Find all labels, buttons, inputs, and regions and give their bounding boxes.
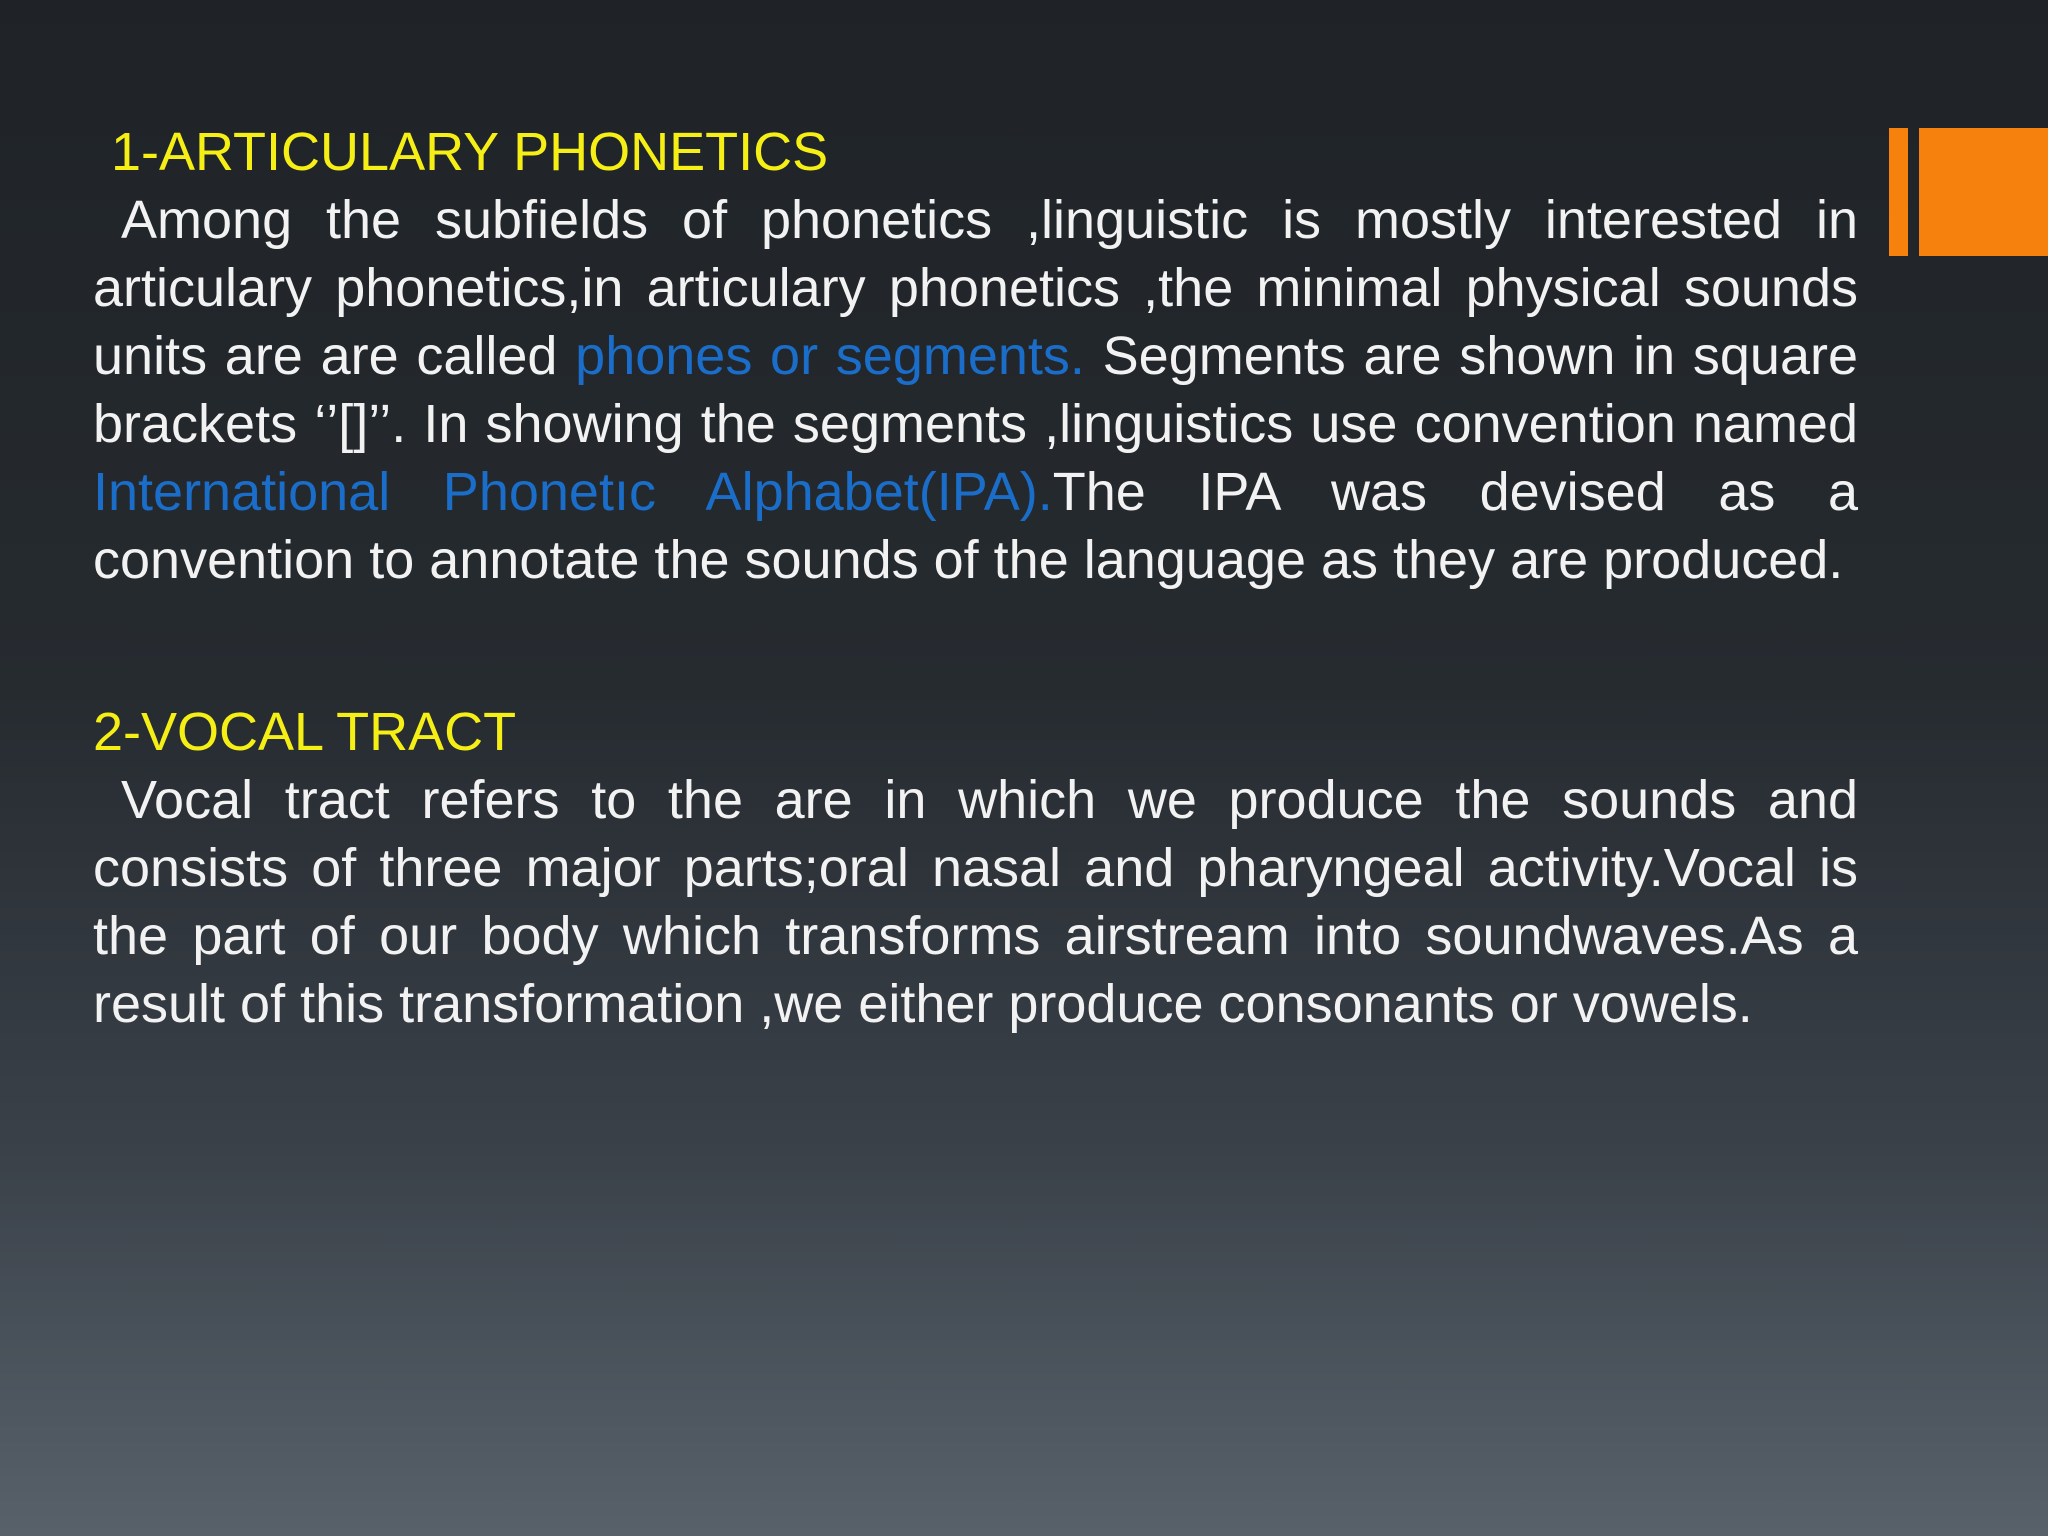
body-text-part2: Segments are shown in square brackets ‘’[]’’. In showing the segments ,linguistics use convention named xyxy=(93,326,1858,454)
slide-content xyxy=(93,118,1858,1038)
body-text-part1: Among the subfields of phonetics ,linguistic is mostly interested in articulary phonetics,in articulary phonetics ,the minimal physical sounds units are are called xyxy=(93,190,1858,386)
section-body-articulary-phonetics xyxy=(93,186,1858,594)
section-heading-articulary-phonetics: 1-ARTICULARY PHONETICS xyxy=(111,122,829,182)
highlight-phones-segments: phones or segments. xyxy=(575,326,1085,386)
section-spacer xyxy=(93,594,1858,698)
highlight-ipa: International Phonetıc Alphabet(IPA). xyxy=(93,462,1053,522)
body-text-part3: The IPA was devised as a convention to annotate the sounds of the language as they are produced. xyxy=(93,462,1858,590)
section-heading-vocal-tract: 2-VOCAL TRACT xyxy=(93,702,517,762)
accent-bar-thin xyxy=(1889,128,1908,256)
accent-bar-wide xyxy=(1919,128,2048,256)
section-body-vocal-tract: Vocal tract refers to the are in which we produce the sounds and consists of three major parts;oral nasal and pharyngeal activity.Vocal is the part of our body which transforms airstream into soundwaves.As a result of this transformation ,we either produce consonants or vowels. xyxy=(93,770,1858,1034)
